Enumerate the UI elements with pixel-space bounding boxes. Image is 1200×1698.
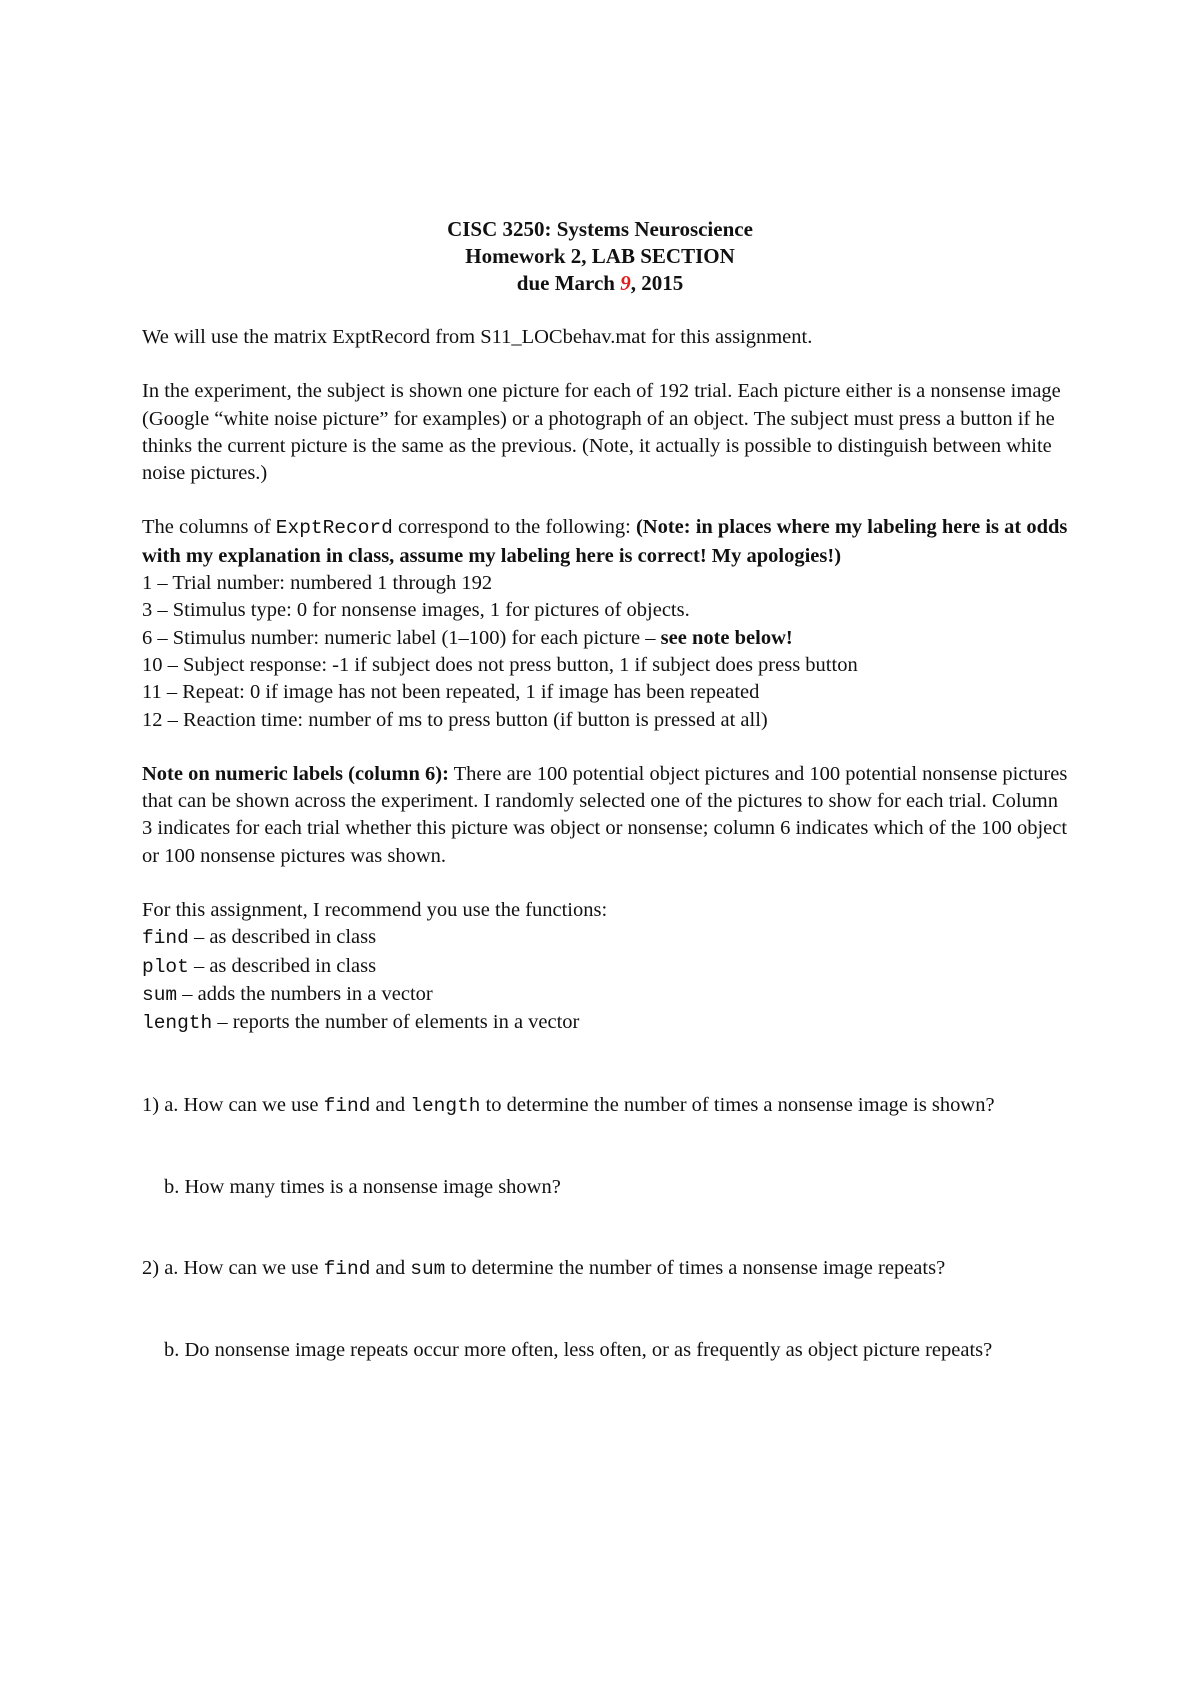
function-desc: – adds the numbers in a vector xyxy=(177,982,433,1005)
q1a-pre: 1) a. How can we use xyxy=(142,1093,324,1116)
function-desc: – as described in class xyxy=(188,954,377,977)
column-item: 3 – Stimulus type: 0 for nonsense images, 1 for pictures of objects. xyxy=(142,599,690,622)
function-name: sum xyxy=(142,983,178,1006)
columns-note: (Note: in places where my labeling here is at odds with my explanation in class, assume my labeling here is correct! My apologies!) xyxy=(142,516,1068,567)
columns-lead: The columns of xyxy=(142,516,276,539)
due-day: 9 xyxy=(620,271,631,295)
course-title: CISC 3250: Systems Neuroscience xyxy=(447,217,753,241)
question-1a xyxy=(142,1092,1072,1120)
experiment-paragraph: In the experiment, the subject is shown one picture for each of 192 trial. Each picture either is a nonsense image (Google “white noise picture” for examples) or a photograph of an object. The subject must press a button if he thinks the current picture is the same as the previous. (Note, it actually is possible to distinguish between white noise pictures.) xyxy=(142,380,1061,485)
function-item xyxy=(142,953,1072,981)
intro-paragraph: We will use the matrix ExptRecord from S11_LOCbehav.mat for this assignment. xyxy=(142,326,813,348)
column-item: 10 – Subject response: -1 if subject does not press button, 1 if subject does press button xyxy=(142,653,858,676)
numeric-note-heading: Note on numeric labels (column 6): xyxy=(142,762,449,785)
q1a-code-find: find xyxy=(323,1094,371,1117)
q2a-pre: 2) a. How can we use xyxy=(142,1257,324,1280)
document-body xyxy=(142,324,1072,1365)
q2a-code-sum: sum xyxy=(410,1258,446,1281)
function-item xyxy=(142,1009,1072,1037)
document-header xyxy=(0,216,1200,297)
q2a-code-find: find xyxy=(323,1258,371,1281)
function-name: plot xyxy=(142,955,189,978)
functions-intro: For this assignment, I recommend you use the functions: xyxy=(142,899,608,922)
question-2b: b. Do nonsense image repeats occur more often, less often, or as frequently as object picture repeats? xyxy=(164,1339,993,1362)
function-name: find xyxy=(142,927,189,950)
function-name: length xyxy=(142,1012,213,1035)
function-item xyxy=(142,981,1072,1009)
q1a-and: and xyxy=(370,1093,411,1116)
question-1b: b. How many times is a nonsense image shown? xyxy=(164,1175,561,1198)
q2a-post: to determine the number of times a nonsense image repeats? xyxy=(445,1257,946,1280)
column-item: 12 – Reaction time: number of ms to press button (if button is pressed at all) xyxy=(142,708,768,731)
columns-mid: correspond to the following: xyxy=(392,516,636,539)
function-desc: – as described in class xyxy=(188,926,377,949)
see-note-link-text: see note below! xyxy=(660,626,793,649)
columns-paragraph xyxy=(142,514,1072,570)
numeric-note-text: There are 100 potential object pictures and 100 potential nonsense pictures that can be shown across the experiment. I randomly selected one of the pictures to show for each trial. Column 3 indicates for each trial whether this picture was object or nonsense; column 6 indicates which of the 100 object or 100 nonsense pictures was shown. xyxy=(142,762,1068,867)
column-item: 11 – Repeat: 0 if image has not been repeated, 1 if image has been repeated xyxy=(142,681,760,704)
due-date xyxy=(0,270,1200,297)
question-2a xyxy=(142,1255,1072,1283)
exptrecord-code: ExptRecord xyxy=(275,517,393,540)
q2a-and: and xyxy=(370,1257,411,1280)
column-item: 1 – Trial number: numbered 1 through 192 xyxy=(142,572,493,595)
column-item xyxy=(142,625,1072,652)
due-prefix: due March xyxy=(516,271,621,295)
numeric-note-paragraph xyxy=(142,761,1072,870)
function-desc: – reports the number of elements in a vector xyxy=(212,1011,580,1034)
column-item-text: 6 – Stimulus number: numeric label (1–100) for each picture – xyxy=(142,626,661,649)
q1a-code-length: length xyxy=(410,1094,481,1117)
function-item xyxy=(142,924,1072,952)
due-suffix: , 2015 xyxy=(630,271,684,295)
homework-title: Homework 2, LAB SECTION xyxy=(465,244,735,268)
q1a-post: to determine the number of times a nonsense image is shown? xyxy=(480,1093,995,1116)
